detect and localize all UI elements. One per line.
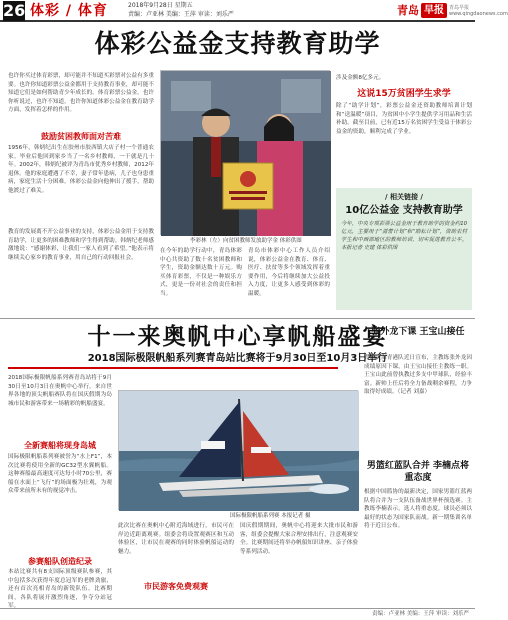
brief2-headline: 男篮红蓝队合并 李楠点将重态度 [366, 461, 470, 483]
red-rule [8, 367, 338, 369]
issue-staff: 责编：卢亚林 美编：王萍 审读：刘乐严 [128, 11, 234, 18]
related-links-heading: 10亿公益金 支持教育助学 [345, 205, 463, 216]
story1-right-heading: 这说15万贫困学生求学 [357, 89, 451, 99]
story2-subheading1: 全新赛船将现身岛城 [24, 441, 96, 450]
story1-right-top: 涉及金额8亿多元。 [336, 75, 385, 81]
logo-subtitle: 青岛早报 www.qingdaonews.com [449, 4, 508, 17]
story2-photo-caption: 国际极限帆船系列赛 本报记者 摄 [230, 513, 311, 519]
related-links-box [336, 188, 472, 310]
related-links-title: / 相关链接 / [385, 193, 423, 201]
story2-subheadline: 2018国际极限帆船系列赛青岛站比赛将于9月30日至10月3日举行 [87, 353, 388, 364]
story1-col1: 1956年，韩炳纪出生在胶州市胶西镇大店子村一个普通农家。毕业后他回到家乡当了一名乡村教师，一干就是几十年。2002年，韩炳纪被评为青岛市优秀乡村教师，2012年退休。他的家庭遭遇了不幸，妻子常年患病，儿子也身患重病，家庭生活十分困难。体彩公益金向他伸出了援手，帮助他渡过了难关。 [8, 145, 154, 194]
story2-col1: 国际极限帆船系列赛被誉为“水上F1”，本次比赛将使用全新的GC32型水翼帆船。这种赛船最高速度可达每小时70公里，赛船在水面上“飞行”的场面极为壮观，为观众带来前所未有的视觉冲击。 [8, 454, 112, 495]
award-photo-illustration [161, 71, 331, 236]
section-name: 体彩 / 体育 [30, 3, 108, 19]
masthead [0, 0, 508, 22]
page-number: 26 [3, 1, 26, 20]
story1-right-col: 除了“助学计划”，彩票公益金还资助教师培训计划和“送温暖”项目，为贫困中小学生提供学习用品和生活补助。截至目前，已有近15万名贫困学生受益于体彩公益金的资助，顺利完成了学业。 [336, 103, 472, 135]
story1-subheading: 鼓励贫困教师面对苦难 [41, 132, 121, 141]
brief1-headline: 张外龙下课 王宝山接任 [371, 327, 465, 337]
story1-headline: 体彩公益金支持教育助学 [94, 29, 381, 58]
story1-intro: 也许你买过体育彩票，却可能并不知道买彩票对公益有多重要。也许你知道彩票公益金都用于支持教育事业，却可能不知道它们是如何帮助青少年成长的。体育彩票公益金，也许你听说过，也许不知道，也许你知道体彩公益金在教育助学方面，发挥着怎样的作用。 [8, 73, 154, 114]
footer [0, 608, 475, 620]
story2-subheading3: 市民游客免费观赛 [144, 582, 208, 591]
logo-text: 青岛 [397, 4, 419, 17]
story2-headline: 十一来奥帆中心享帆船盛宴 [87, 324, 388, 350]
related-links-text: 今年，中央专项彩票公益金用于教育助学的资金约10亿元，主要用于“滋蕾计划”和“励耘计划”，资助农村学生和中西部地区的教师培训，切实促进教育公平。 本报记者 史建 体彩供图 [341, 221, 467, 251]
footer-staff: 责编：卢亚林 美编：王萍 审读：刘乐严 [372, 611, 469, 617]
newspaper-logo [397, 2, 508, 19]
story1-col5: 青岛市体彩中心工作人员介绍说，体彩公益金在教育、体育、医疗、扶贫等多个领域发挥着重要作用，今后将继续加大公益投入力度，让更多人感受到体彩的温暖。 [248, 248, 330, 297]
story1-col4: 在今年的助学行动中，青岛体彩中心共资助了数十名贫困教师和学生，资助金额达数十万元。购买体育彩票，不仅是一种娱乐方式，更是一份对社会的责任和担当。 [160, 248, 242, 297]
story2-col4: 国庆假期期间，奥帆中心将迎来大批市民和游客，组委会提醒大家合理安排出行，注意观赛安全。比赛期间还将举办帆船知识讲座、亲子体验等系列活动。 [240, 523, 358, 555]
issue-date: 2018年9月28日 星期五 [128, 2, 193, 9]
sailing-photo-illustration [119, 391, 359, 511]
story1-photo-caption: 李彩林（左）向贫困教师发放助学金 体彩供图 [190, 238, 302, 244]
brief1-text: 青岛黄海青港队近日宣布，主教练张外龙因成绩原因下课，由王宝山接任主教练一职。王宝山此前曾执教过多支中甲球队，经验丰富。新帅上任后将全力备战剩余赛程，力争取得好成绩。（记者 刘嘉） [364, 355, 472, 396]
story2-col3: 此次比赛在奥帆中心附近海域进行，市民可在岸边近距离观赛。组委会将设置观赛区和互动体验区，让市民在观赛的同时体验帆船运动的魅力。 [118, 523, 234, 555]
sailing-photo [118, 390, 358, 510]
story2-col2: 本站比赛共有8支国际顶级赛队参赛，其中包括多次获得年度总冠军的老牌劲旅，还有首次亮相青岛的新锐队伍。比赛期间，各队将展开激烈角逐，争夺分站冠军。 [8, 569, 112, 610]
story1-col2: 教育的发展离不开公益事业的支持，体彩公益金用于支持教育助学，让更多的困难教师和学生得到帮助。韩炳纪老师感激地说：“感谢体彩，让我们一家人看到了希望。”他表示将继续关心家乡的教育事业，用自己的行动回报社会。 [8, 229, 154, 261]
award-photo [160, 70, 330, 235]
logo-badge: 早报 [421, 3, 447, 18]
brief2-text: 根据中国篮协的最新决定，国家男篮红蓝两队将合并为一支队伍备战世界杯预选赛。主教练李楠表示，选人将重态度，球员必须以最好的状态为国家队而战。新一期集训名单将于近日公布。 [364, 489, 472, 530]
story2-intro: 2018国际极限帆船系列赛青岛站将于9月30日至10月3日在奥帆中心举行。来自世界各地的顶尖帆船赛队将在国庆假期为岛城市民和游客带来一场精彩的帆船盛宴。 [8, 375, 112, 407]
story2-subheading2: 参赛船队创造纪录 [28, 557, 92, 566]
section-divider [0, 318, 475, 319]
